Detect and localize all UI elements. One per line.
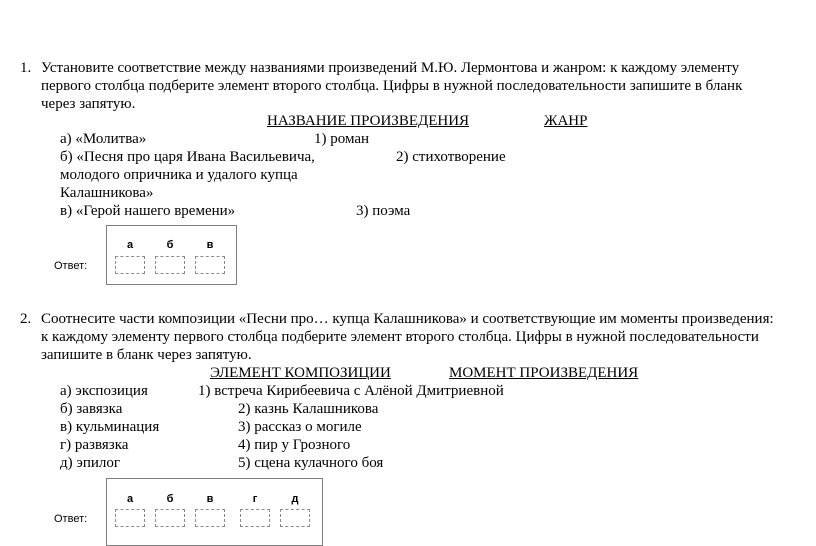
task2-instruction-line2: к каждому элементу первого столбца подберите элемент второго столбца. Цифры в нужной последовательности: [41, 329, 759, 345]
task2-left-item-d: г) развязка: [60, 437, 129, 453]
task2-right-item-5: 5) сцена кулачного боя: [238, 455, 384, 471]
task1-left-item-a: а) «Молитва»: [60, 131, 147, 147]
task2-instruction-line3: запишите в бланк через запятую.: [41, 347, 252, 363]
task1-instruction-line2: первого столбца подберите элемент второго столбца. Цифры в нужной последовательности запишите в бланк: [41, 78, 743, 94]
task1-header-left: НАЗВАНИЕ ПРОИЗВЕДЕНИЯ: [267, 113, 470, 129]
task1-instruction-line3: через запятую.: [41, 96, 136, 112]
task2-right-item-4: 4) пир у Грозного: [238, 437, 351, 453]
task2-answer-cell-d[interactable]: [240, 509, 270, 527]
task2-answer-cell-e[interactable]: [280, 509, 310, 527]
task2-left-item-a: а) экспозиция: [60, 383, 148, 399]
task1-answer-form: [106, 225, 237, 285]
task1-left-item-b-cont1: молодого опричника и удалого купца: [60, 167, 298, 183]
task1-instruction-line1: Установите соответствие между названиями произведений М.Ю. Лермонтова и жанром: к каждому элементу: [41, 60, 740, 76]
task2-number: 2.: [20, 311, 32, 327]
task2-right-item-2: 2) казнь Калашникова: [238, 401, 379, 417]
task1-left-item-b: б) «Песня про царя Ивана Васильевича,: [60, 149, 315, 165]
task1-number: 1.: [20, 60, 32, 76]
task2-answer-cell-c[interactable]: [195, 509, 225, 527]
task1-right-item-3: 3) поэма: [356, 203, 411, 219]
task2-answer-cell-a[interactable]: [115, 509, 145, 527]
task1-right-item-1: 1) роман: [314, 131, 370, 147]
task2-answer-label: Ответ:: [54, 513, 88, 525]
task2-answer-letter-a: а: [126, 493, 134, 505]
task1-left-item-c: в) «Герой нашего времени»: [60, 203, 236, 219]
task1-answer-letter-a: а: [126, 239, 134, 251]
task2-right-item-3: 3) рассказ о могиле: [238, 419, 362, 435]
task1-header-right: ЖАНР: [544, 113, 588, 129]
task1-answer-cell-b[interactable]: [155, 256, 185, 274]
task2-right-item-1: 1) встреча Кирибеевича с Алёной Дмитриевной: [198, 383, 504, 399]
task2-answer-letter-d: г: [252, 493, 258, 505]
task1-answer-cell-a[interactable]: [115, 256, 145, 274]
task1-right-item-2: 2) стихотворение: [396, 149, 506, 165]
task1-answer-letter-b: б: [166, 239, 174, 251]
task1-answer-label: Ответ:: [54, 260, 88, 272]
task2-answer-letter-b: б: [166, 493, 174, 505]
task1-answer-letter-c: в: [206, 239, 214, 251]
task2-answer-letter-c: в: [206, 493, 214, 505]
task2-left-item-b: б) завязка: [60, 401, 123, 417]
task2-answer-cell-b[interactable]: [155, 509, 185, 527]
task2-left-item-e: д) эпилог: [60, 455, 121, 471]
task2-answer-letter-e: д: [291, 493, 299, 505]
task2-instruction-line1: Соотнесите части композиции «Песни про… купца Калашникова» и соответствующие им моменты произведения:: [41, 311, 774, 327]
task2-answer-form: [106, 478, 323, 546]
task2-header-right: МОМЕНТ ПРОИЗВЕДЕНИЯ: [449, 365, 639, 381]
task1-answer-cell-c[interactable]: [195, 256, 225, 274]
task1-left-item-b-cont2: Калашникова»: [60, 185, 154, 201]
task2-left-item-c: в) кульминация: [60, 419, 160, 435]
task2-header-left: ЭЛЕМЕНТ КОМПОЗИЦИИ: [210, 365, 391, 381]
